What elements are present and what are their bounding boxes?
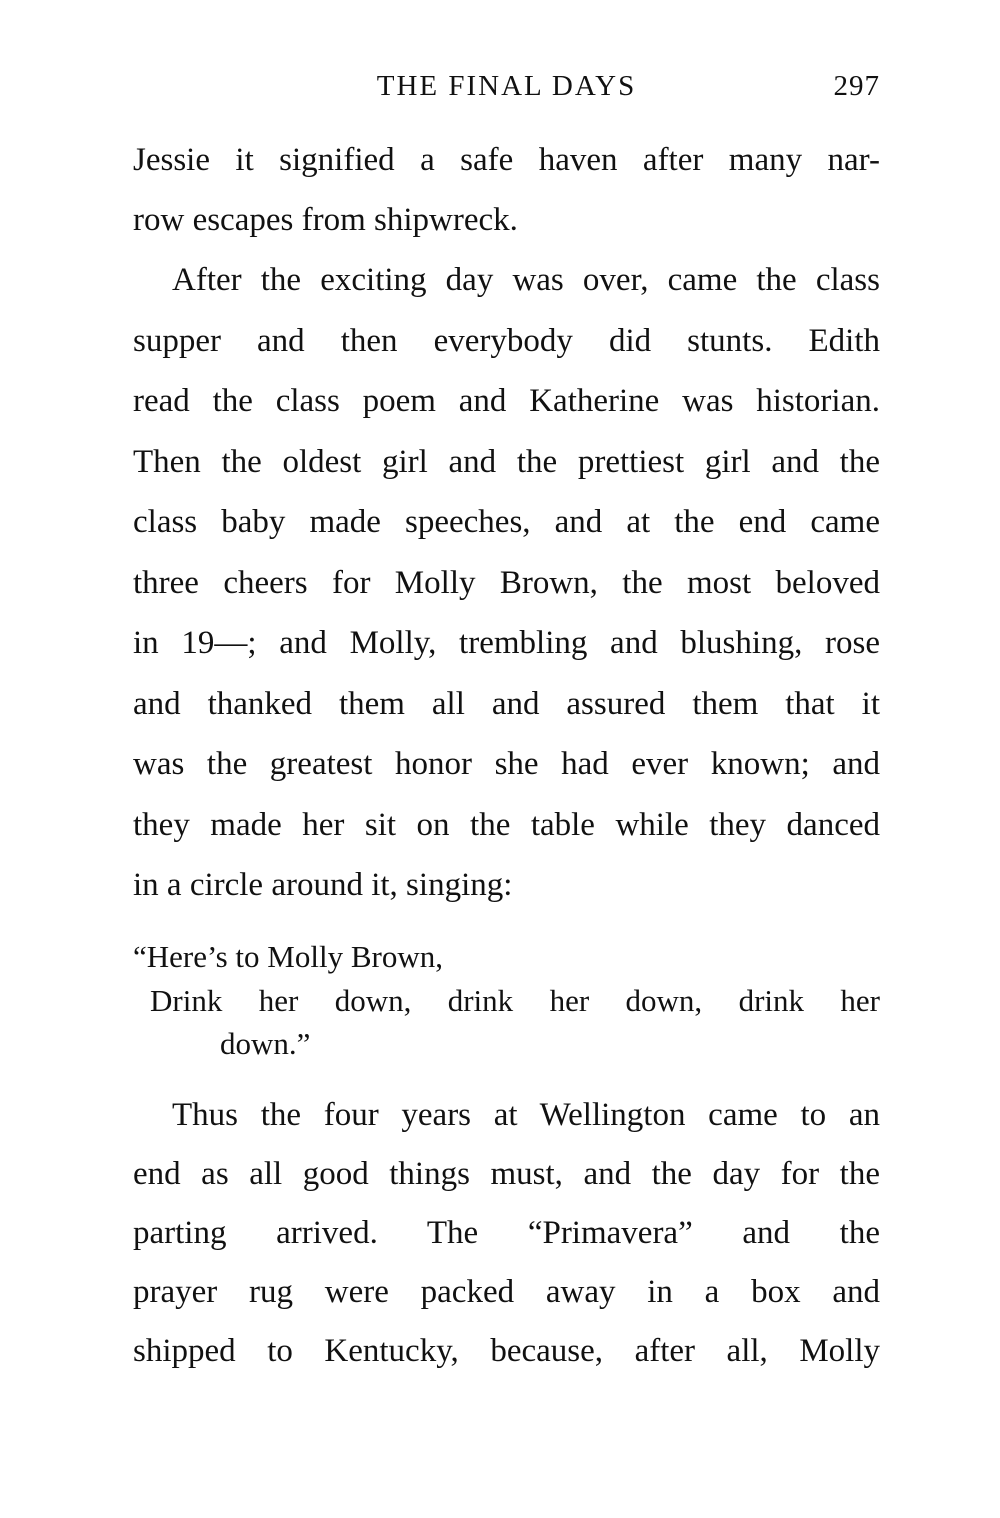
text-line: they made her sit on the table while they danced bbox=[133, 807, 880, 843]
text-line: prayer rug were packed away in a box and bbox=[133, 1274, 880, 1310]
running-head bbox=[133, 70, 880, 110]
text-line: Then the oldest girl and the prettiest girl and the bbox=[133, 444, 880, 480]
verse-line: Drink her down, drink her down, drink her bbox=[150, 983, 880, 1018]
text-line: in 19—; and Molly, trembling and blushing, rose bbox=[133, 625, 880, 661]
text-line: was the greatest honor she had ever known; and bbox=[133, 746, 880, 782]
page-number: 297 bbox=[833, 70, 880, 102]
text-line: class baby made speeches, and at the end came bbox=[133, 504, 880, 540]
verse-line: “Here’s to Molly Brown, bbox=[133, 939, 443, 974]
text-line: row escapes from shipwreck. bbox=[133, 202, 518, 238]
text-line: end as all good things must, and the day for the bbox=[133, 1156, 880, 1192]
text-line: After the exciting day was over, came the class bbox=[172, 262, 880, 298]
text-line: shipped to Kentucky, because, after all, Molly bbox=[133, 1333, 880, 1369]
text-line: Thus the four years at Wellington came to an bbox=[172, 1097, 880, 1133]
text-line: three cheers for Molly Brown, the most beloved bbox=[133, 565, 880, 601]
running-title: THE FINAL DAYS bbox=[376, 70, 637, 102]
text-line: Jessie it signified a safe haven after many nar- bbox=[133, 142, 880, 178]
text-line: supper and then everybody did stunts. Edith bbox=[133, 323, 880, 359]
text-line: in a circle around it, singing: bbox=[133, 867, 513, 903]
text-line: and thanked them all and assured them that it bbox=[133, 686, 880, 722]
text-line: parting arrived. The “Primavera” and the bbox=[133, 1215, 880, 1251]
text-line: read the class poem and Katherine was historian. bbox=[133, 383, 880, 419]
verse-line: down.” bbox=[220, 1026, 311, 1061]
